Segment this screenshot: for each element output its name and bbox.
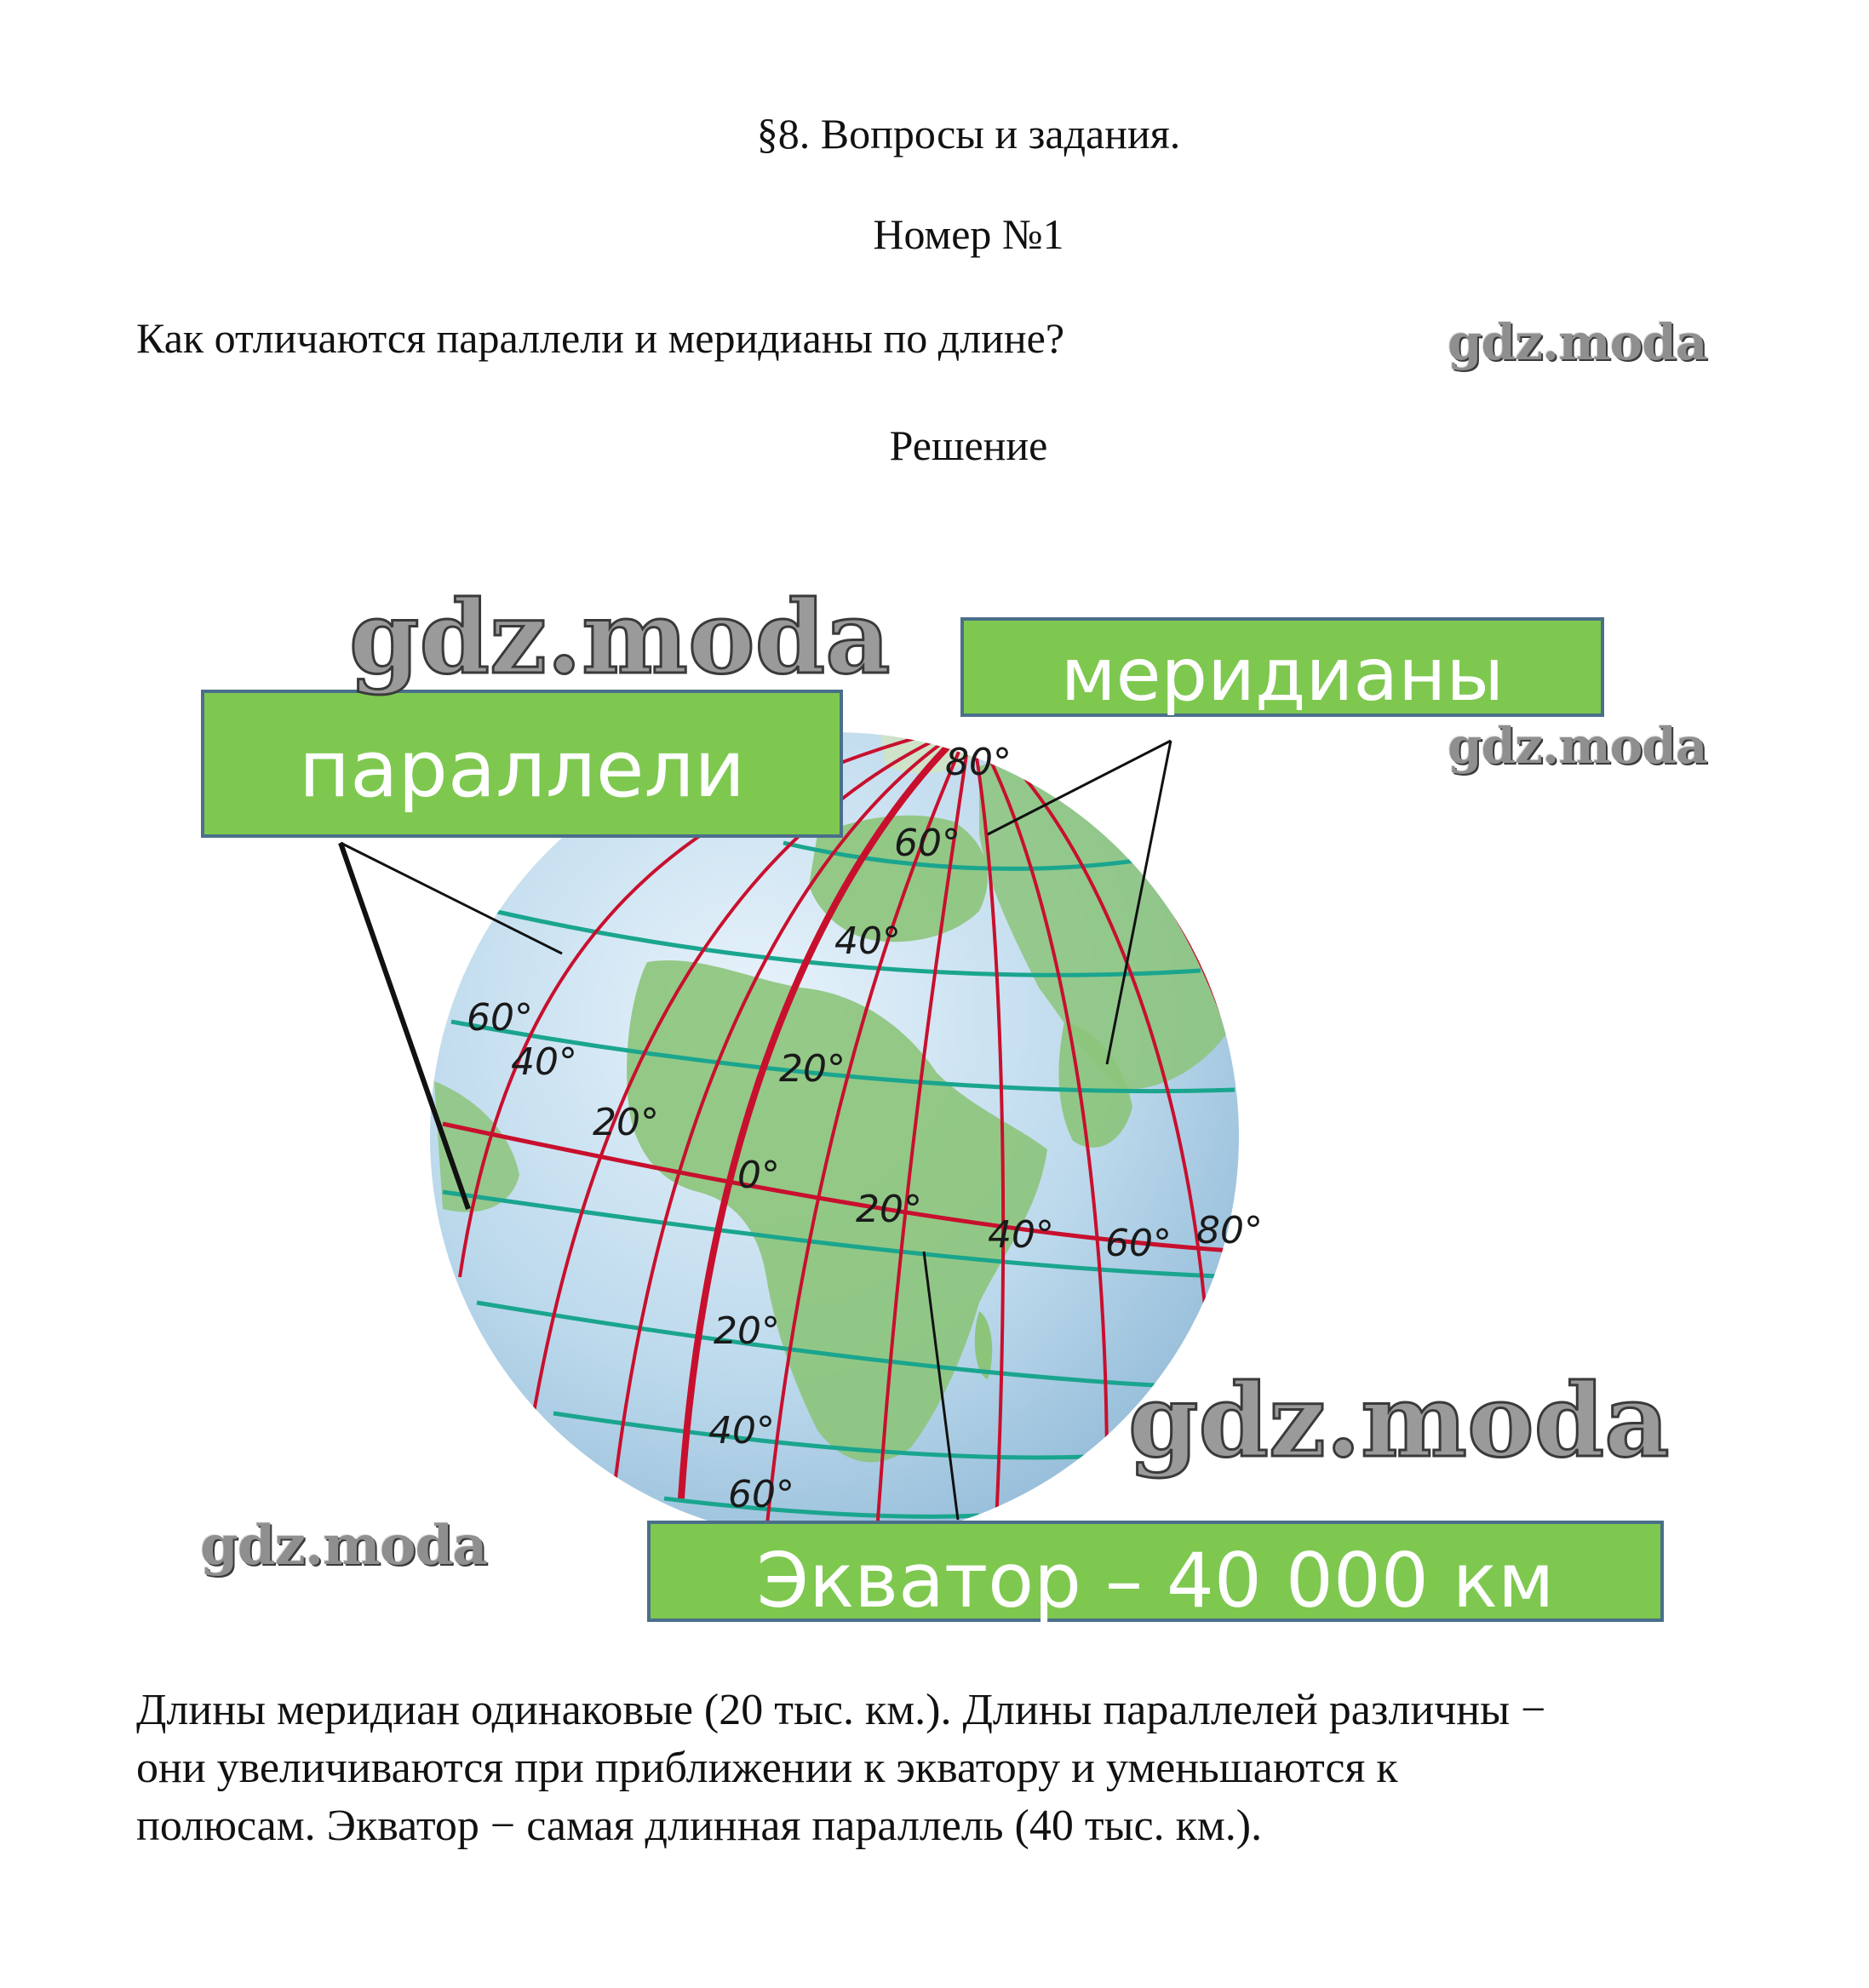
answer-line: Длины меридиан одинаковые (20 тыс. км.). Длины параллелей различны − bbox=[136, 1686, 1546, 1734]
degree-label: 0° bbox=[737, 1154, 780, 1197]
section-title: §8. Вопросы и задания. bbox=[756, 110, 1181, 158]
equator-label: Экватор – 40 000 км bbox=[756, 1537, 1555, 1624]
watermark: gdz.moda bbox=[200, 1514, 487, 1578]
degree-label: 40° bbox=[511, 1040, 577, 1084]
degree-label: 80° bbox=[1196, 1209, 1263, 1252]
degree-label: 20° bbox=[779, 1047, 846, 1091]
degree-label: 20° bbox=[856, 1188, 922, 1231]
degree-label: 40° bbox=[708, 1409, 775, 1452]
watermark: gdz.moda bbox=[1448, 313, 1707, 371]
degree-label: 20° bbox=[714, 1309, 780, 1353]
degree-label: 20° bbox=[593, 1101, 659, 1144]
watermark: gdz.moda bbox=[1128, 1361, 1670, 1480]
degree-label: 60° bbox=[467, 996, 533, 1040]
answer-line: полюсам. Экватор − самая длинная параллель (40 тыс. км.). bbox=[136, 1802, 1263, 1850]
exercise-number: Номер №1 bbox=[873, 210, 1064, 258]
meridians-label: меридианы bbox=[1060, 633, 1505, 718]
degree-label: 40° bbox=[834, 920, 901, 963]
parallels-label: параллели bbox=[298, 724, 746, 815]
answer-text bbox=[136, 1681, 1771, 1855]
degree-label: 60° bbox=[894, 822, 960, 865]
degree-label: 80° bbox=[945, 741, 1012, 784]
watermark: gdz.moda bbox=[1448, 717, 1707, 775]
question-text: Как отличаются параллели и меридианы по длине? bbox=[136, 314, 1065, 362]
degree-label: 40° bbox=[988, 1213, 1054, 1257]
answer-line: они увеличиваются при приближении к экватору и уменьшаются к bbox=[136, 1744, 1398, 1792]
solution-heading: Решение bbox=[889, 421, 1048, 469]
degree-label: 60° bbox=[728, 1473, 794, 1516]
degree-label: 60° bbox=[1105, 1222, 1172, 1265]
watermark: gdz.moda bbox=[349, 578, 891, 696]
